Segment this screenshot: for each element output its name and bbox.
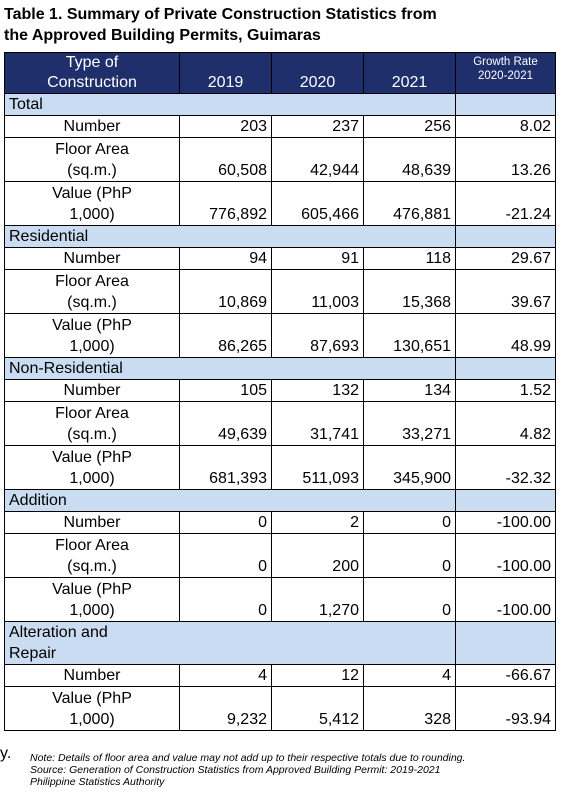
row-label [5,380,180,402]
category-row [5,358,556,380]
table-row [5,687,556,731]
row-label-line: 1,000) [69,206,115,223]
row-label-line: Number [63,667,121,684]
growth-rate-cell: 39.67 [456,270,556,314]
row-label-line: Value (PhP [52,690,132,707]
row-label-line: Number [63,382,121,399]
value-cell: 87,693 [272,314,364,358]
row-label-line: (sq.m.) [67,426,117,443]
value-cell: 132 [272,380,364,402]
category-label-line-2: Repair [9,645,57,662]
header-year-2021: 2021 [364,53,456,94]
row-label [5,665,180,687]
growth-rate-cell: 29.67 [456,248,556,270]
category-label-line-1: Alteration and [9,624,108,641]
header-growth-rate [456,53,556,94]
table-row [5,182,556,226]
value-cell: 4 [364,665,456,687]
row-label-line: Number [63,250,121,267]
value-cell: 105 [180,380,272,402]
value-cell: 9,232 [180,687,272,731]
growth-rate-cell: -93.94 [456,687,556,731]
row-label-line: Floor Area [55,405,129,422]
value-cell: 0 [180,534,272,578]
row-label [5,248,180,270]
value-cell: 0 [364,534,456,578]
row-label [5,446,180,490]
value-cell: 86,265 [180,314,272,358]
row-label-line: Value (PhP [52,185,132,202]
category-row [5,490,556,512]
table-row [5,248,556,270]
value-cell: 237 [272,116,364,138]
row-label [5,512,180,534]
value-cell: 776,892 [180,182,272,226]
value-cell: 15,368 [364,270,456,314]
header-growth-line-1: Growth Rate [473,56,538,68]
value-cell: 256 [364,116,456,138]
category-growth-blank [456,358,556,380]
category-label: Non-Residential [5,358,456,380]
row-label [5,182,180,226]
category-label: Total [5,94,456,116]
category-row [5,94,556,116]
table-row [5,270,556,314]
table-body [5,94,556,731]
value-cell: 118 [364,248,456,270]
category-growth-blank [456,226,556,248]
header-row [5,53,556,94]
row-label-line: Value (PhP [52,449,132,466]
table-row [5,534,556,578]
category-row [5,226,556,248]
growth-rate-cell: -32.32 [456,446,556,490]
growth-rate-cell: 1.52 [456,380,556,402]
category-label: Addition [5,490,456,512]
growth-rate-cell: -21.24 [456,182,556,226]
growth-rate-cell: -100.00 [456,512,556,534]
row-label [5,578,180,622]
row-label-line: Number [63,118,121,135]
value-cell: 31,741 [272,402,364,446]
row-label-line: 1,000) [69,711,115,728]
value-cell: 91 [272,248,364,270]
value-cell: 5,412 [272,687,364,731]
row-label-line: Value (PhP [52,317,132,334]
row-label-line: Value (PhP [52,581,132,598]
growth-rate-cell: 13.26 [456,138,556,182]
row-label-line: (sq.m.) [67,162,117,179]
table-row [5,665,556,687]
value-cell: 0 [180,512,272,534]
value-cell: 681,393 [180,446,272,490]
source-line-2: Philippine Statistics Authority [30,776,165,788]
row-label-line: 1,000) [69,338,115,355]
category-growth-blank [456,490,556,512]
value-cell: 1,270 [272,578,364,622]
stray-text: y. [0,745,12,762]
category-row [5,622,556,665]
table-row [5,512,556,534]
row-label [5,402,180,446]
row-label [5,687,180,731]
table-row [5,380,556,402]
value-cell: 4 [180,665,272,687]
value-cell: 200 [272,534,364,578]
header-year-2020: 2020 [272,53,364,94]
title-line-1: Table 1. Summary of Private Construction Statistics from [4,6,437,23]
value-cell: 203 [180,116,272,138]
row-label-line: Floor Area [55,141,129,158]
category-label: Residential [5,226,456,248]
row-label-line: 1,000) [69,602,115,619]
table-title [4,4,554,46]
value-cell: 134 [364,380,456,402]
value-cell: 12 [272,665,364,687]
row-label-line: Floor Area [55,537,129,554]
growth-rate-cell: -100.00 [456,534,556,578]
row-label-line: Floor Area [55,273,129,290]
header-type-line-2: Construction [47,74,137,91]
row-label-line: Number [63,514,121,531]
row-label-line: (sq.m.) [67,294,117,311]
growth-rate-cell: -100.00 [456,578,556,622]
category-growth-blank [456,94,556,116]
row-label [5,314,180,358]
header-type [5,53,180,94]
value-cell: 605,466 [272,182,364,226]
row-label-line: (sq.m.) [67,558,117,575]
table-row [5,116,556,138]
growth-rate-cell: 48.99 [456,314,556,358]
table-row [5,138,556,182]
table-note [30,752,560,788]
title-line-2: the Approved Building Permits, Guimaras [4,27,321,44]
source-line-1: Source: Generation of Construction Statistics from Approved Building Permit: 2019-2021 [30,764,441,776]
value-cell: 511,093 [272,446,364,490]
table-row [5,314,556,358]
value-cell: 60,508 [180,138,272,182]
value-cell: 94 [180,248,272,270]
row-label [5,270,180,314]
value-cell: 2 [272,512,364,534]
table-row [5,402,556,446]
row-label [5,138,180,182]
value-cell: 328 [364,687,456,731]
note-text: Note: Details of floor area and value may not add up to their respective totals due to rounding. [30,752,466,764]
row-label [5,534,180,578]
value-cell: 10,869 [180,270,272,314]
table-row [5,578,556,622]
value-cell: 0 [180,578,272,622]
table-row [5,446,556,490]
row-label [5,116,180,138]
value-cell: 0 [364,578,456,622]
header-growth-line-2: 2020-2021 [478,70,533,82]
value-cell: 0 [364,512,456,534]
value-cell: 476,881 [364,182,456,226]
header-type-line-1: Type of [65,54,119,71]
value-cell: 33,271 [364,402,456,446]
category-label [5,622,456,665]
growth-rate-cell: -66.67 [456,665,556,687]
value-cell: 130,651 [364,314,456,358]
category-growth-blank [456,622,556,665]
value-cell: 345,900 [364,446,456,490]
value-cell: 11,003 [272,270,364,314]
value-cell: 49,639 [180,402,272,446]
row-label-line: 1,000) [69,470,115,487]
growth-rate-cell: 8.02 [456,116,556,138]
value-cell: 42,944 [272,138,364,182]
header-year-2019: 2019 [180,53,272,94]
construction-statistics-table [4,52,556,731]
growth-rate-cell: 4.82 [456,402,556,446]
value-cell: 48,639 [364,138,456,182]
